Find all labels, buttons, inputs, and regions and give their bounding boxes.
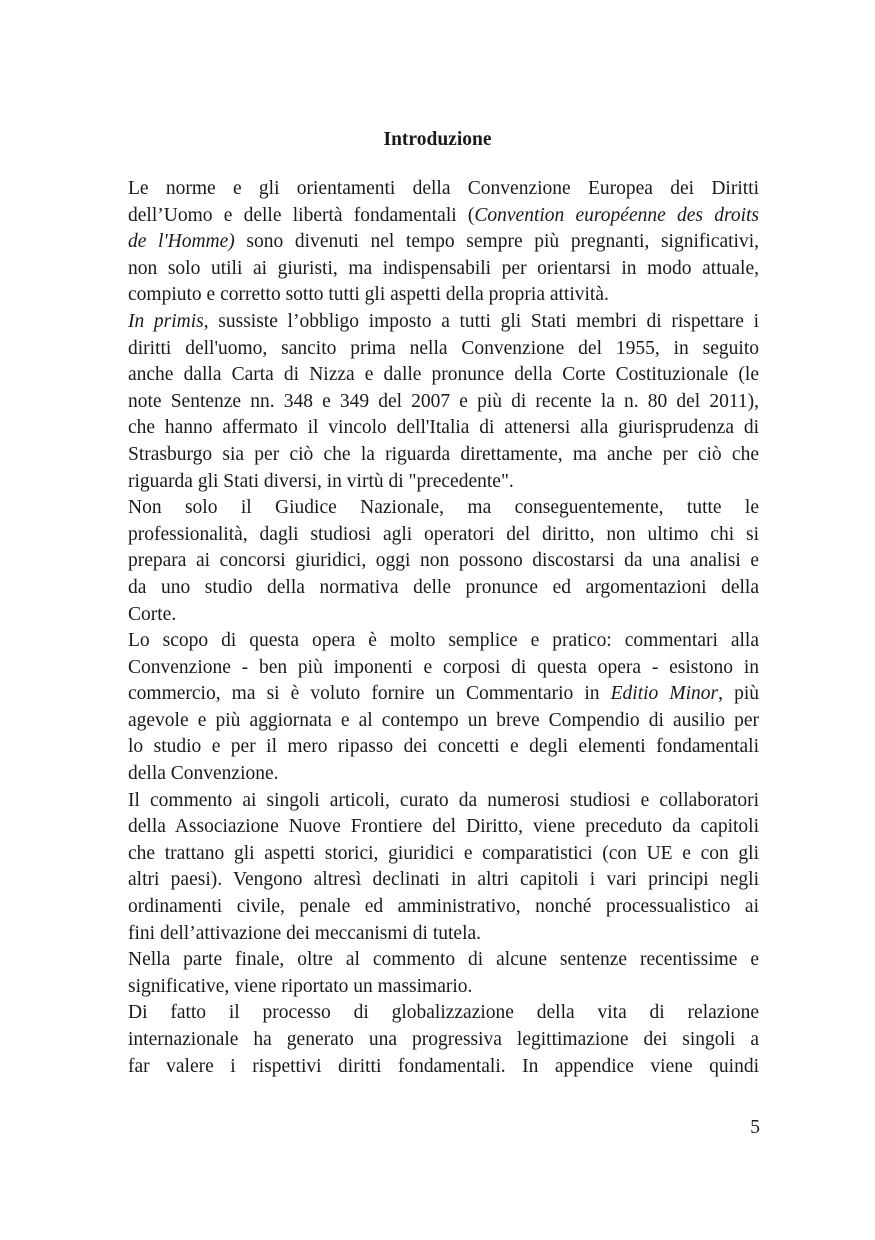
- text-line: [128, 203, 759, 230]
- text-segment: della Associazione Nuove Frontiere del Diritto, viene preceduto da capitoli: [128, 816, 759, 838]
- text-segment: anche dalla Carta di Nizza e dalle pronunce della Corte Costituzionale (le: [128, 364, 759, 386]
- text-line: [128, 1000, 759, 1027]
- text-line: [128, 415, 759, 442]
- text-segment: , più: [718, 683, 760, 705]
- text-line: [128, 309, 759, 336]
- text-segment: ordinamenti civile, penale ed amministrativo, nonché processualistico ai: [128, 896, 759, 918]
- text-line: [128, 788, 759, 815]
- text-segment: non solo utili ai giuristi, ma indispensabili per orientarsi in modo attuale,: [128, 257, 759, 279]
- text-segment: Il commento ai singoli articoli, curato da numerosi studiosi e collaboratori: [128, 789, 759, 811]
- text-segment: internazionale ha generato una progressiva legittimazione dei singoli a: [128, 1029, 759, 1050]
- text-line: [128, 867, 759, 894]
- text-line: [128, 921, 759, 948]
- text-line: [128, 522, 759, 549]
- text-segment: che hanno affermato il vincolo dell'Italia di attenersi alla giurisprudenza di: [128, 417, 759, 439]
- text-line: [128, 1054, 759, 1081]
- text-segment: professionalità, dagli studiosi agli operatori del diritto, non ultimo chi si: [128, 523, 759, 545]
- text-line: [128, 282, 759, 309]
- text-line: [128, 495, 759, 522]
- text-segment: altri paesi). Vengono altresì declinati in altri capitoli i vari principi negli: [128, 869, 759, 891]
- text-segment: Nella parte finale, oltre al commento di alcune sentenze recentissime e: [128, 949, 759, 971]
- text-line: [128, 1027, 759, 1054]
- text-line: [128, 734, 759, 761]
- italic-text: Editio Minor: [610, 683, 719, 705]
- text-line: [128, 469, 759, 496]
- text-line: [128, 814, 759, 841]
- text-line: [128, 681, 759, 708]
- text-segment: agevole e più aggiornata e al contempo un breve Compendio di ausilio per: [128, 709, 759, 731]
- text-line: [128, 894, 759, 921]
- text-segment: Di fatto il processo di globalizzazione della vita di relazione: [128, 1002, 759, 1024]
- text-line: [128, 761, 759, 788]
- text-segment: fini dell’attivazione dei meccanismi di tutela.: [128, 922, 482, 944]
- text-segment: lo studio e per il mero ripasso dei concetti e degli elementi fondamentali: [128, 736, 759, 758]
- text-line: [128, 841, 759, 868]
- text-line: [128, 548, 759, 575]
- text-line: [128, 389, 759, 416]
- text-line: [128, 602, 759, 629]
- text-segment: sono divenuti nel tempo sempre più pregnanti, significativi,: [234, 231, 759, 253]
- text-line: [128, 256, 759, 283]
- text-line: [128, 947, 759, 974]
- text-segment: riguarda gli Stati diversi, in virtù di "precedente".: [128, 470, 514, 492]
- italic-text: Convention européenne des droits: [474, 204, 760, 226]
- text-line: [128, 628, 759, 655]
- text-line: [128, 442, 759, 469]
- text-segment: Lo scopo di questa opera è molto semplice e pratico: commentari alla: [128, 630, 759, 652]
- text-line: [128, 229, 759, 256]
- text-segment: Le norme e gli orientamenti della Convenzione Europea dei Diritti: [128, 178, 759, 199]
- text-line: [128, 655, 759, 682]
- text-segment: , sussiste l’obbligo imposto a tutti gli Stati membri di rispettare i: [203, 310, 759, 332]
- text-segment: compiuto e corretto sotto tutti gli aspetti della propria attività.: [128, 284, 609, 306]
- text-segment: che trattano gli aspetti storici, giuridici e comparatistici (con UE e con gli: [128, 842, 759, 864]
- text-line: [128, 575, 759, 602]
- page-title: Introduzione: [383, 129, 492, 150]
- italic-text: In primis: [128, 310, 204, 332]
- text-segment: della Convenzione.: [128, 763, 279, 785]
- text-segment: diritti dell'uomo, sancito prima nella Convenzione del 1955, in seguito: [128, 337, 759, 359]
- text-line: [128, 336, 759, 363]
- body-text: [128, 176, 759, 1080]
- text-segment: note Sentenze nn. 348 e 349 del 2007 e più di recente la n. 80 del 2011),: [128, 390, 759, 412]
- page-number: 5: [750, 1117, 760, 1138]
- text-segment: Convenzione - ben più imponenti e corposi di questa opera - esistono in: [128, 656, 759, 678]
- text-segment: significative, viene riportato un massimario.: [128, 975, 473, 997]
- text-segment: commercio, ma si è voluto fornire un Commentario in: [128, 683, 611, 705]
- text-segment: dell’Uomo e delle libertà fondamentali (: [128, 204, 475, 226]
- text-line: [128, 974, 759, 1001]
- text-segment: Strasburgo sia per ciò che la riguarda direttamente, ma anche per ciò che: [128, 443, 759, 465]
- text-segment: prepara ai concorsi giuridici, oggi non possono discostarsi da una analisi e: [128, 550, 759, 572]
- text-segment: far valere i rispettivi diritti fondamentali. In appendice viene quindi: [128, 1055, 759, 1077]
- text-segment: Corte.: [128, 603, 177, 625]
- text-line: [128, 362, 759, 389]
- text-segment: da uno studio della normativa delle pronunce ed argomentazioni della: [128, 576, 759, 598]
- text-line: [128, 176, 759, 203]
- italic-text: de l'Homme): [128, 231, 235, 253]
- text-line: [128, 708, 759, 735]
- text-segment: Non solo il Giudice Nazionale, ma conseguentemente, tutte le: [128, 497, 759, 519]
